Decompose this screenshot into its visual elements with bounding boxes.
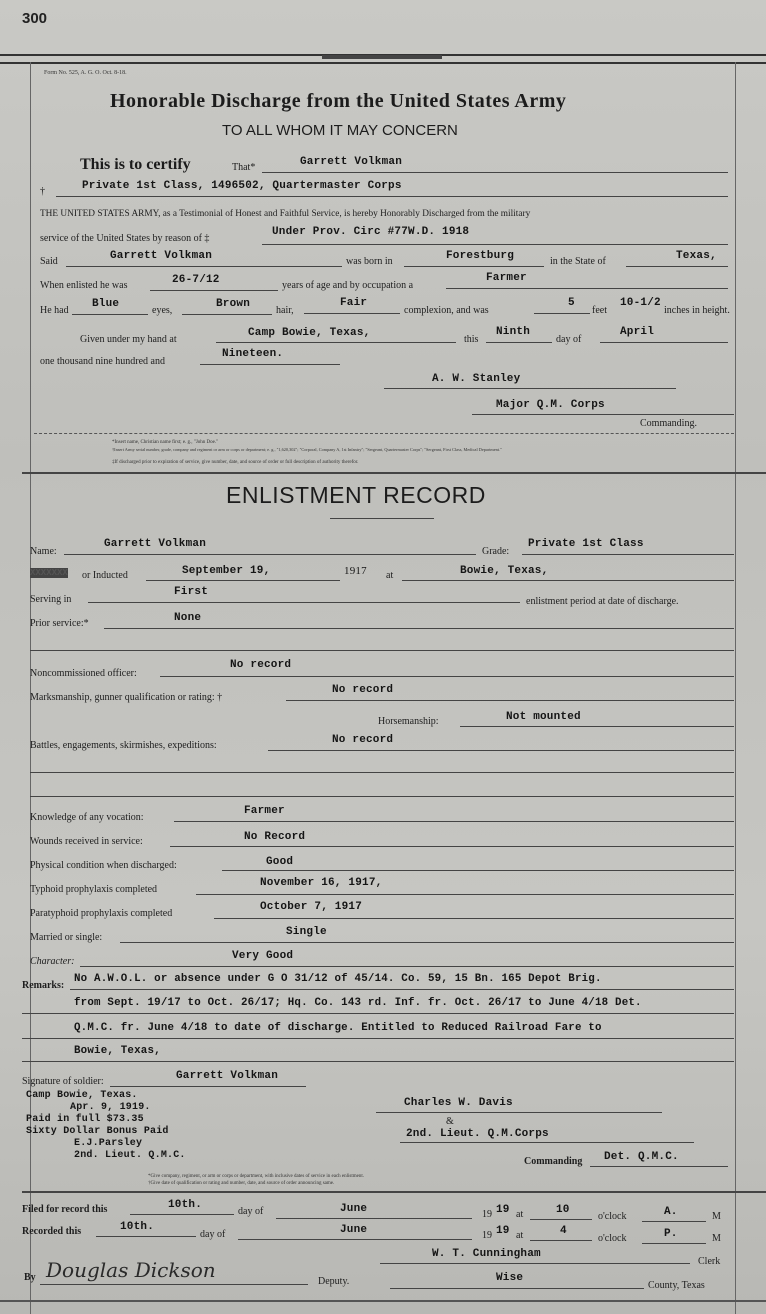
grade-label: Grade: [482, 546, 510, 557]
officer-rank[interactable]: Major Q.M. Corps [496, 399, 605, 411]
recorded-ampm[interactable]: P. [664, 1228, 678, 1240]
remarks-line-2[interactable]: from Sept. 19/17 to Oct. 26/17; Hq. Co. 143 rd. Inf. fr. Oct. 26/17 to June 4/18 Det. [74, 997, 642, 1009]
service-reason-label: service of the United States by reason of ‡ [40, 233, 210, 244]
officer2-name[interactable]: Charles W. Davis [404, 1097, 513, 1109]
paratyphoid-label: Paratyphoid prophylaxis completed [30, 908, 173, 919]
paratyphoid[interactable]: October 7, 1917 [260, 901, 363, 913]
recorded-year[interactable]: 19 [496, 1225, 510, 1237]
marks[interactable]: No record [332, 684, 394, 696]
nco-label: Noncommissioned officer: [30, 668, 137, 679]
remarks-label: Remarks: [22, 980, 65, 991]
commanding2-unit[interactable]: Det. Q.M.C. [604, 1151, 679, 1163]
that-label: That* [232, 162, 256, 173]
recorded-hour[interactable]: 4 [560, 1225, 567, 1237]
soldier-signature[interactable]: Garrett Volkman [176, 1070, 279, 1082]
state[interactable]: Texas, [676, 250, 717, 262]
county-label: County, Texas [648, 1280, 705, 1291]
horse-label: Horsemanship: [378, 716, 439, 727]
small-note-2: †Give date of qualification or rating and number, date, and source of order announcing same. [148, 1181, 335, 1186]
filed-hour[interactable]: 10 [556, 1204, 570, 1216]
recorded-m-label: M [712, 1233, 721, 1244]
name-label: Name: [30, 546, 57, 557]
prior-label: Prior service:* [30, 618, 89, 629]
enlistment-name[interactable]: Garrett Volkman [104, 538, 207, 550]
discharge-title: Honorable Discharge from the United States Army [110, 90, 567, 112]
age[interactable]: 26-7/12 [172, 274, 220, 286]
discharge-subtitle: TO ALL WHOM IT MAY CONCERN [222, 122, 458, 139]
birthplace[interactable]: Forestburg [446, 250, 515, 262]
document-page: 300 Form No. 525, A. G. O. Oct. 8-18. Honorable Discharge from the United States Army TO ALL WHOM IT MAY CONCERN This is to certify That* Garrett Volkman † Private 1st Class, 1496502, Quartermaster Corps THE UNITED STATES ARMY, as a Testimonial of Honest and Faithful Service, is hereby Honorably Discharged from the military service of the United States by reason of ‡ Under Prov. Circ #77W.D. 1918 Said Garrett Volkman was born in Forestburg in the State of Texas, When enlisted he was 26-7/12 years of age and by occupation a Farmer He had Blue eyes, Brown hair, Fair complexion, and was 5 feet 10-1/2 inches in height. Given under my hand at Camp Bowie, Texas, this Ninth day of April one thousand nine hundred and Nineteen. A. W. Stanley Major Q.M. Corps Commanding. *Insert name, Christian name first; e. g., "John Doe." †Insert Army serial number, grade, company and regiment or arm or corps or department; e. g., "1,620,302"; "Corporal, Company A, 1st Infantry"; "Sergeant, Quartermaster Corps"; "Sergeant, First Class, Medical Department." ‡If discharged prior to expiration of service, give number, date, and source of order or full description of authority therefor. ENLISTMENT RECORD Name: Garrett Volkman Grade: Private 1st Class XXXXXXX or Inducted September 19, 1917 at Bowie, Texas, Serving in First enlistment period at date of discharge. Prior service:* None Noncommissioned officer: No record Marksmanship, gunner qualification or rating: † No record Horsemanship: Not mounted Battles, engagements, skirmishes, expeditions: No record Knowledge of any vocation: Farmer Wounds received in service: No Record Physical condition when discharged: Good Typhoid prophylaxis completed November 16, 1917, Paratyphoid prophylaxis completed October 7, 1917 Married or single: Single Character: Very Good Remarks: No A.W.O.L. or absence under G O 31/12 of 45/14. Co. 59, 15 Bn. 165 Depot Brig. from Sept. 19/17 to Oct. 26/17; Hq. Co. 143 rd. Inf. fr. Oct. 26/17 to June 4/18 Det. Q.M.C. fr. June 4/18 to date of discharge. Entitled to Reduced Railroad Fare to Bowie, Texas, Signature of soldier: Garrett Volkman Camp Bowie, Texas. Apr. 9, 1919. Paid in full $73.35 Sixty Dollar Bonus Paid E.J.Parsley 2nd. Lieut. Q.M.C. Charles W. Davis & 2nd. Lieut. Q.M.Corps Commanding Det. Q.M.C. *Give company, regiment, or arm or corps or department, with inclusive dates of service in each enlistment. †Give date of qualification or rating and number, date, and source of order announcing same. Filed for record this 10th. day of June 19 19 at 10 o'clock A. M Recorded this 10th. day of June 19 19 at 4 o'clock P. M W. T. Cunningham Clerk By Douglas Dickson Deputy. Wise County, Texas [0, 0, 766, 1314]
filed-year-label: 19 [482, 1209, 492, 1220]
deputy-label: Deputy. [318, 1276, 350, 1287]
this-label: this [464, 334, 479, 345]
inducted-year: 1917 [344, 565, 367, 577]
hair[interactable]: Brown [216, 298, 251, 310]
marks-label: Marksmanship, gunner qualification or rating: † [30, 692, 223, 703]
filed-label: Filed for record this [22, 1204, 108, 1215]
physical[interactable]: Good [266, 856, 294, 868]
payment-line-3: Paid in full $73.35 [26, 1114, 144, 1125]
wounds[interactable]: No Record [244, 831, 306, 843]
certify-label: This is to certify [80, 156, 191, 173]
state-label: in the State of [550, 256, 606, 267]
married[interactable]: Single [286, 926, 327, 938]
payment-line-1: Camp Bowie, Texas. [26, 1090, 138, 1101]
character-label: Character: [30, 956, 75, 967]
month[interactable]: April [620, 326, 655, 338]
commanding2-label: Commanding [524, 1156, 583, 1167]
payment-line-6: 2nd. Lieut. Q.M.C. [74, 1150, 186, 1161]
grade[interactable]: Private 1st Class [528, 538, 644, 550]
signature-label: Signature of soldier: [22, 1076, 104, 1087]
page-number: 300 [22, 10, 48, 27]
inducted-place[interactable]: Bowie, Texas, [460, 565, 549, 577]
recorded-day[interactable]: 10th. [120, 1221, 155, 1233]
year-prefix: one thousand nine hundred and [40, 356, 165, 367]
remarks-line-3[interactable]: Q.M.C. fr. June 4/18 to date of discharge. Entitled to Reduced Railroad Fare to [74, 1022, 602, 1034]
complexion[interactable]: Fair [340, 297, 368, 309]
horse[interactable]: Not mounted [506, 711, 581, 723]
officer-name[interactable]: A. W. Stanley [432, 373, 521, 385]
rank-line[interactable]: Private 1st Class, 1496502, Quartermaster Corps [82, 180, 402, 192]
height-feet[interactable]: 5 [568, 297, 575, 309]
filed-year[interactable]: 19 [496, 1204, 510, 1216]
recorded-oclock-label: o'clock [598, 1233, 627, 1244]
filed-day-of-label: day of [238, 1206, 264, 1217]
payment-line-4: Sixty Dollar Bonus Paid [26, 1126, 169, 1137]
inches-label: inches in height. [664, 305, 730, 316]
inducted-label: or Inducted [82, 570, 128, 581]
filed-month[interactable]: June [340, 1203, 368, 1215]
height-inches[interactable]: 10-1/2 [620, 297, 661, 309]
occupation-label: years of age and by occupation a [282, 280, 414, 291]
enlistment-heading: ENLISTMENT RECORD [226, 482, 486, 508]
day-of-label: day of [556, 334, 582, 345]
form-number: Form No. 525, A. G. O. Oct. 8-18. [44, 70, 127, 76]
wounds-label: Wounds received in service: [30, 836, 143, 847]
county[interactable]: Wise [496, 1272, 524, 1284]
remarks-line-4[interactable]: Bowie, Texas, [74, 1045, 161, 1057]
given-place[interactable]: Camp Bowie, Texas, [248, 327, 371, 339]
clerk-name[interactable]: W. T. Cunningham [432, 1248, 541, 1260]
deputy-signature[interactable]: Douglas Dickson [46, 1258, 216, 1282]
enlisted-label: When enlisted he was [40, 280, 128, 291]
complexion-label: complexion, and was [404, 305, 489, 316]
said-label: Said [40, 256, 58, 267]
commanding-label: Commanding. [640, 418, 697, 429]
payment-line-2: Apr. 9, 1919. [70, 1102, 151, 1113]
service-reason[interactable]: Under Prov. Circ #77W.D. 1918 [272, 226, 470, 238]
physical-label: Physical condition when discharged: [30, 860, 177, 871]
serving[interactable]: First [174, 586, 209, 598]
married-label: Married or single: [30, 932, 103, 943]
said-name[interactable]: Garrett Volkman [110, 250, 213, 262]
recorded-year-label: 19 [482, 1230, 492, 1241]
typhoid-label: Typhoid prophylaxis completed [30, 884, 158, 895]
footnote-2: †Insert Army serial number, grade, company and regiment or arm or corps or department; e. g., "1,620,302"; "Corporal, Company A, 1st Infantry"; "Sergeant, Quartermaster Corps"; "Sergeant, First Class, Medical Department." [112, 447, 502, 452]
hair-label: hair, [276, 305, 294, 316]
vocation-label: Knowledge of any vocation: [30, 812, 144, 823]
filed-oclock-label: o'clock [598, 1211, 627, 1222]
small-note-1: *Give company, regiment, or arm or corps or department, with inclusive dates of service in each enlistment. [148, 1174, 364, 1179]
remarks-line-1[interactable]: No A.W.O.L. or absence under G O 31/12 of 45/14. Co. 59, 15 Bn. 165 Depot Brig. [74, 973, 602, 985]
eyes[interactable]: Blue [92, 298, 120, 310]
filed-m-label: M [712, 1211, 721, 1222]
eyes-label: eyes, [152, 305, 173, 316]
nco[interactable]: No record [230, 659, 292, 671]
battles[interactable]: No record [332, 734, 394, 746]
born-label: was born in [346, 256, 393, 267]
filed-at-label: at [516, 1209, 524, 1220]
inducted-date[interactable]: September 19, [182, 565, 271, 577]
footnote-1: *Insert name, Christian name first; e. g., "John Doe." [112, 440, 219, 445]
day[interactable]: Ninth [496, 326, 531, 338]
soldier-name[interactable]: Garrett Volkman [300, 156, 403, 168]
given-label: Given under my hand at [80, 334, 177, 345]
filed-day[interactable]: 10th. [168, 1199, 203, 1211]
battles-label: Battles, engagements, skirmishes, expeditions: [30, 740, 217, 751]
testimonial-text: THE UNITED STATES ARMY, as a Testimonial of Honest and Faithful Service, is hereby Honorably Discharged from the military [40, 209, 531, 219]
by-label: By [24, 1272, 36, 1283]
vocation[interactable]: Farmer [244, 805, 285, 817]
he-had-label: He had [40, 305, 69, 316]
feet-label: feet [592, 305, 607, 316]
serving-label: Serving in [30, 594, 72, 605]
serving-suffix: enlistment period at date of discharge. [526, 596, 679, 607]
clerk-label: Clerk [698, 1256, 721, 1267]
year[interactable]: Nineteen. [222, 348, 284, 360]
prior[interactable]: None [174, 612, 202, 624]
inducted-prefix: XXXXXXX [30, 568, 68, 578]
typhoid[interactable]: November 16, 1917, [260, 877, 383, 889]
occupation[interactable]: Farmer [486, 272, 527, 284]
payment-line-5: E.J.Parsley [74, 1138, 143, 1149]
inducted-at-label: at [386, 570, 394, 581]
character[interactable]: Very Good [232, 950, 294, 962]
footnote-3: ‡If discharged prior to expiration of service, give number, date, and source of order or full description of authority therefor. [112, 460, 359, 465]
recorded-at-label: at [516, 1230, 524, 1241]
filed-ampm[interactable]: A. [664, 1206, 678, 1218]
recorded-month[interactable]: June [340, 1224, 368, 1236]
recorded-day-of-label: day of [200, 1229, 226, 1240]
officer2-rank[interactable]: 2nd. Lieut. Q.M.Corps [406, 1128, 549, 1140]
recorded-label: Recorded this [22, 1226, 82, 1237]
